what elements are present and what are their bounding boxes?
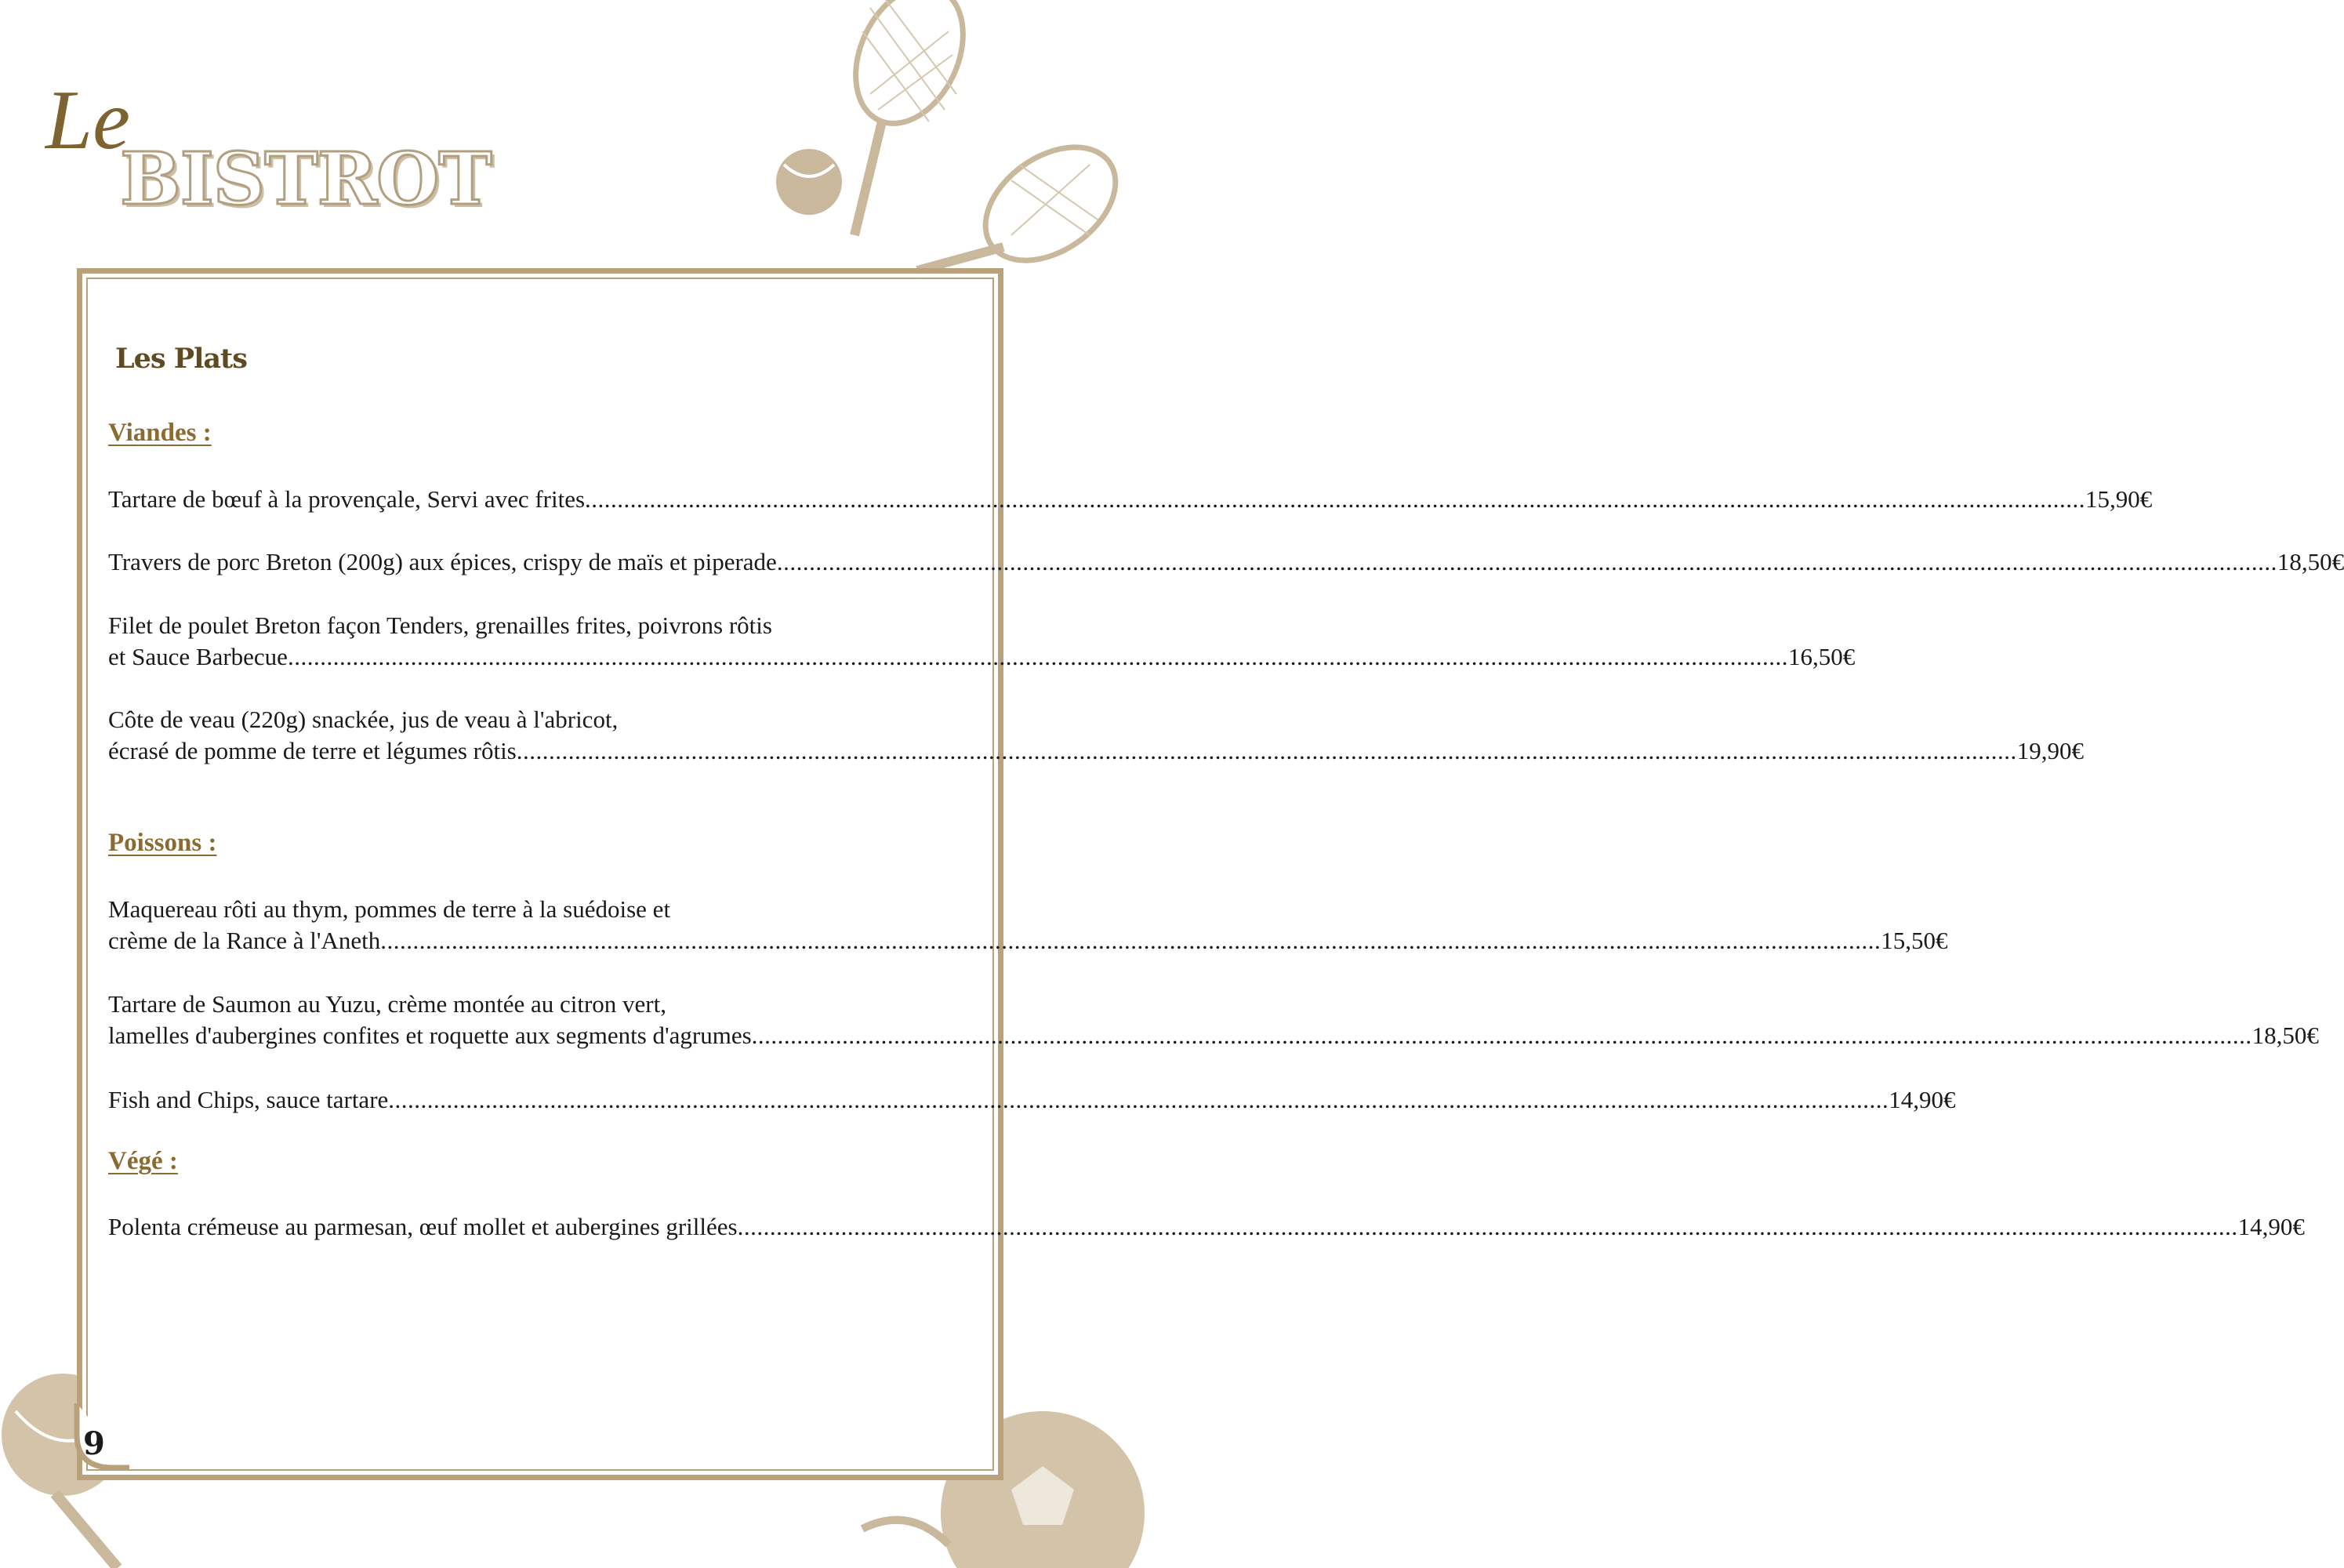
item-name: crème de la Rance à l'Aneth <box>108 927 381 954</box>
item-name: Travers de porc Breton (200g) aux épices, crispy de maïs et piperade <box>108 548 777 575</box>
menu-item <box>108 1211 2305 1243</box>
logo-title: BISTROT <box>120 136 492 221</box>
menu-inner-frame <box>86 278 994 1471</box>
item-price: 15,90€ <box>2085 485 2153 513</box>
item-price: 16,50€ <box>1787 643 1856 670</box>
item-name: lamelles d'aubergines confites et roquette aux segments d'agrumes <box>108 1022 752 1049</box>
tennis-racket-illustration <box>753 0 1119 282</box>
leader-dots: ........................................................................................................................................................................................................................................ <box>751 1022 2252 1049</box>
item-description: Tartare de Saumon au Yuzu, crème montée au citron vert, <box>108 990 666 1018</box>
leader-dots: ........................................................................................................................................................................................................................................ <box>287 643 1788 670</box>
leader-dots: ........................................................................................................................................................................................................................................ <box>737 1213 2238 1240</box>
menu-item <box>108 704 2084 767</box>
leader-dots: ........................................................................................................................................................................................................................................ <box>388 1086 1889 1113</box>
item-name: Tartare de bœuf à la provençale, Servi avec frites <box>108 485 586 513</box>
item-price: 19,90€ <box>2016 737 2084 764</box>
item-price: 14,90€ <box>2237 1213 2305 1240</box>
logo-script: Le <box>45 74 130 167</box>
item-name: et Sauce Barbecue <box>108 643 288 670</box>
leader-dots: ........................................................................................................................................................................................................................................ <box>380 927 1881 954</box>
leader-dots: ........................................................................................................................................................................................................................................ <box>585 485 2086 513</box>
item-price: 14,90€ <box>1889 1086 1956 1113</box>
page-number: 9 <box>83 1425 105 1462</box>
item-price: 15,50€ <box>1881 927 1948 954</box>
menu-item <box>108 484 2153 515</box>
category-heading-vege: Végé : <box>108 1147 178 1175</box>
item-description: Filet de poulet Breton façon Tenders, grenailles frites, poivrons rôtis <box>108 612 772 639</box>
item-description: Côte de veau (220g) snackée, jus de veau à l'abricot, <box>108 706 619 733</box>
item-name: écrasé de pomme de terre et légumes rôtis <box>108 737 517 764</box>
menu-item <box>108 1084 1956 1116</box>
item-price: 18,50€ <box>2277 548 2344 575</box>
leader-dots: ........................................................................................................................................................................................................................................ <box>776 548 2277 575</box>
bistrot-logo <box>45 74 673 227</box>
menu-item <box>108 989 2319 1051</box>
category-heading-poissons: Poissons : <box>108 829 217 857</box>
leader-dots: ........................................................................................................................................................................................................................................ <box>516 737 2017 764</box>
item-name: Fish and Chips, sauce tartare <box>108 1086 389 1113</box>
category-heading-viandes: Viandes : <box>108 419 212 447</box>
section-title: Les Plats <box>115 343 247 375</box>
item-description: Maquereau rôti au thym, pommes de terre à la suédoise et <box>108 895 671 923</box>
item-price: 18,50€ <box>2251 1022 2319 1049</box>
menu-item <box>108 894 1948 956</box>
menu-item <box>108 546 2344 578</box>
menu-item <box>108 610 1856 673</box>
item-name: Polenta crémeuse au parmesan, œuf mollet et aubergines grillées <box>108 1213 738 1240</box>
